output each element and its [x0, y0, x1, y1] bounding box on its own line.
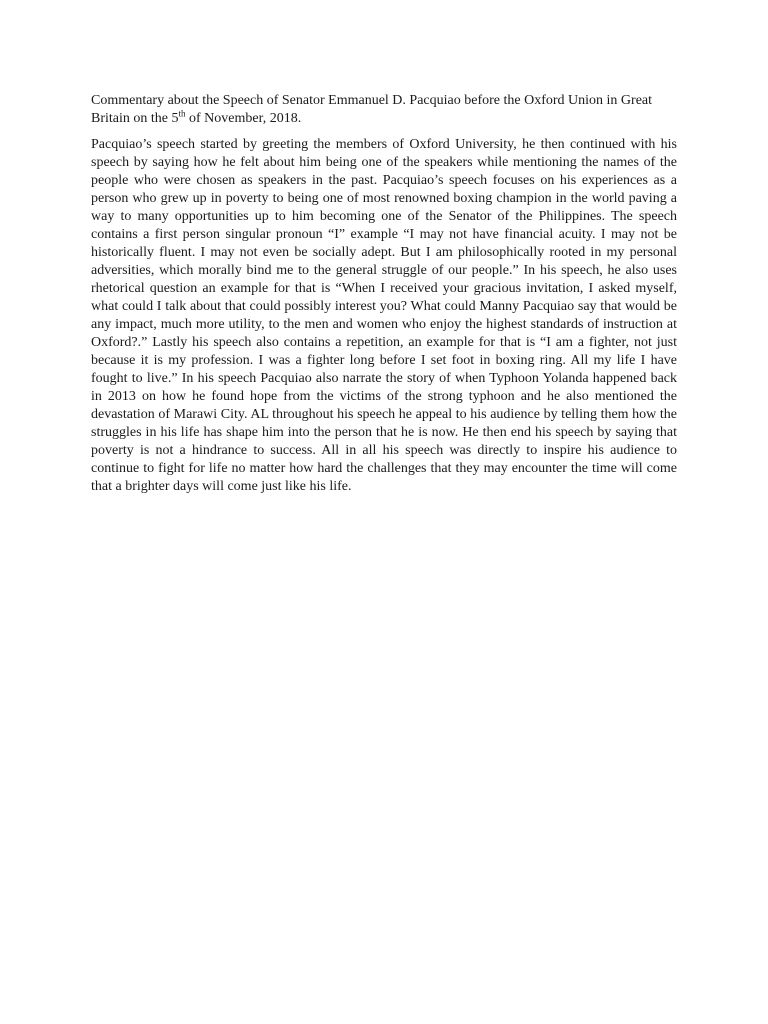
heading-text-end: of November, 2018. — [185, 111, 302, 126]
document-heading — [91, 92, 677, 128]
document-body — [91, 92, 677, 496]
body-paragraph: Pacquiao’s speech started by greeting the members of Oxford University, he then continued with his speech by saying how he felt about him being one of the speakers while mentioning the names of the people who were chosen as speakers in the past. Pacquiao’s speech focuses on his experiences as a person who grew up in poverty to being one of most renowned boxing champion in the world paving a way to many opportunities up to him becoming one of the Senator of the Philippines. The speech contains a first person singular pronoun “I” example “I may not have financial acuity. I may not be historically fluent. I may not even be socially adept. But I am philosophically rooted in my personal adversities, which morally bind me to the general struggle of our people.” In his speech, he also uses rhetorical question an example for that is “When I received your gracious invitation, I asked myself, what could I talk about that could possibly interest you? What could Manny Pacquiao say that would be any impact, much more utility, to the men and women who enjoy the highest standards of instruction at Oxford?.” Lastly his speech also contains a repetition, an example for that is “I am a fighter, not just because it is my profession. I was a fighter long before I set foot in boxing ring. All my life I have fought to live.” In his speech Pacquiao also narrate the story of when Typhoon Yolanda happened back in 2013 on how he found hope from the victims of the strong typhoon and he also mentioned the devastation of Marawi City. AL throughout his speech he appeal to his audience by telling them how the struggles in his life has shape him into the person that he is now. He then end his speech by saying that poverty is not a hindrance to success. All in all his speech was directly to inspire his audience to continue to fight for life no matter how hard the challenges that they may encounter the time will come that a brighter days will come just like his life. — [91, 137, 677, 494]
heading-ordinal-suffix: th — [178, 108, 186, 119]
heading-text: Commentary about the Speech of Senator Emmanuel D. Pacquiao before the Oxford Union in Great Britain on the 5 — [91, 93, 653, 126]
